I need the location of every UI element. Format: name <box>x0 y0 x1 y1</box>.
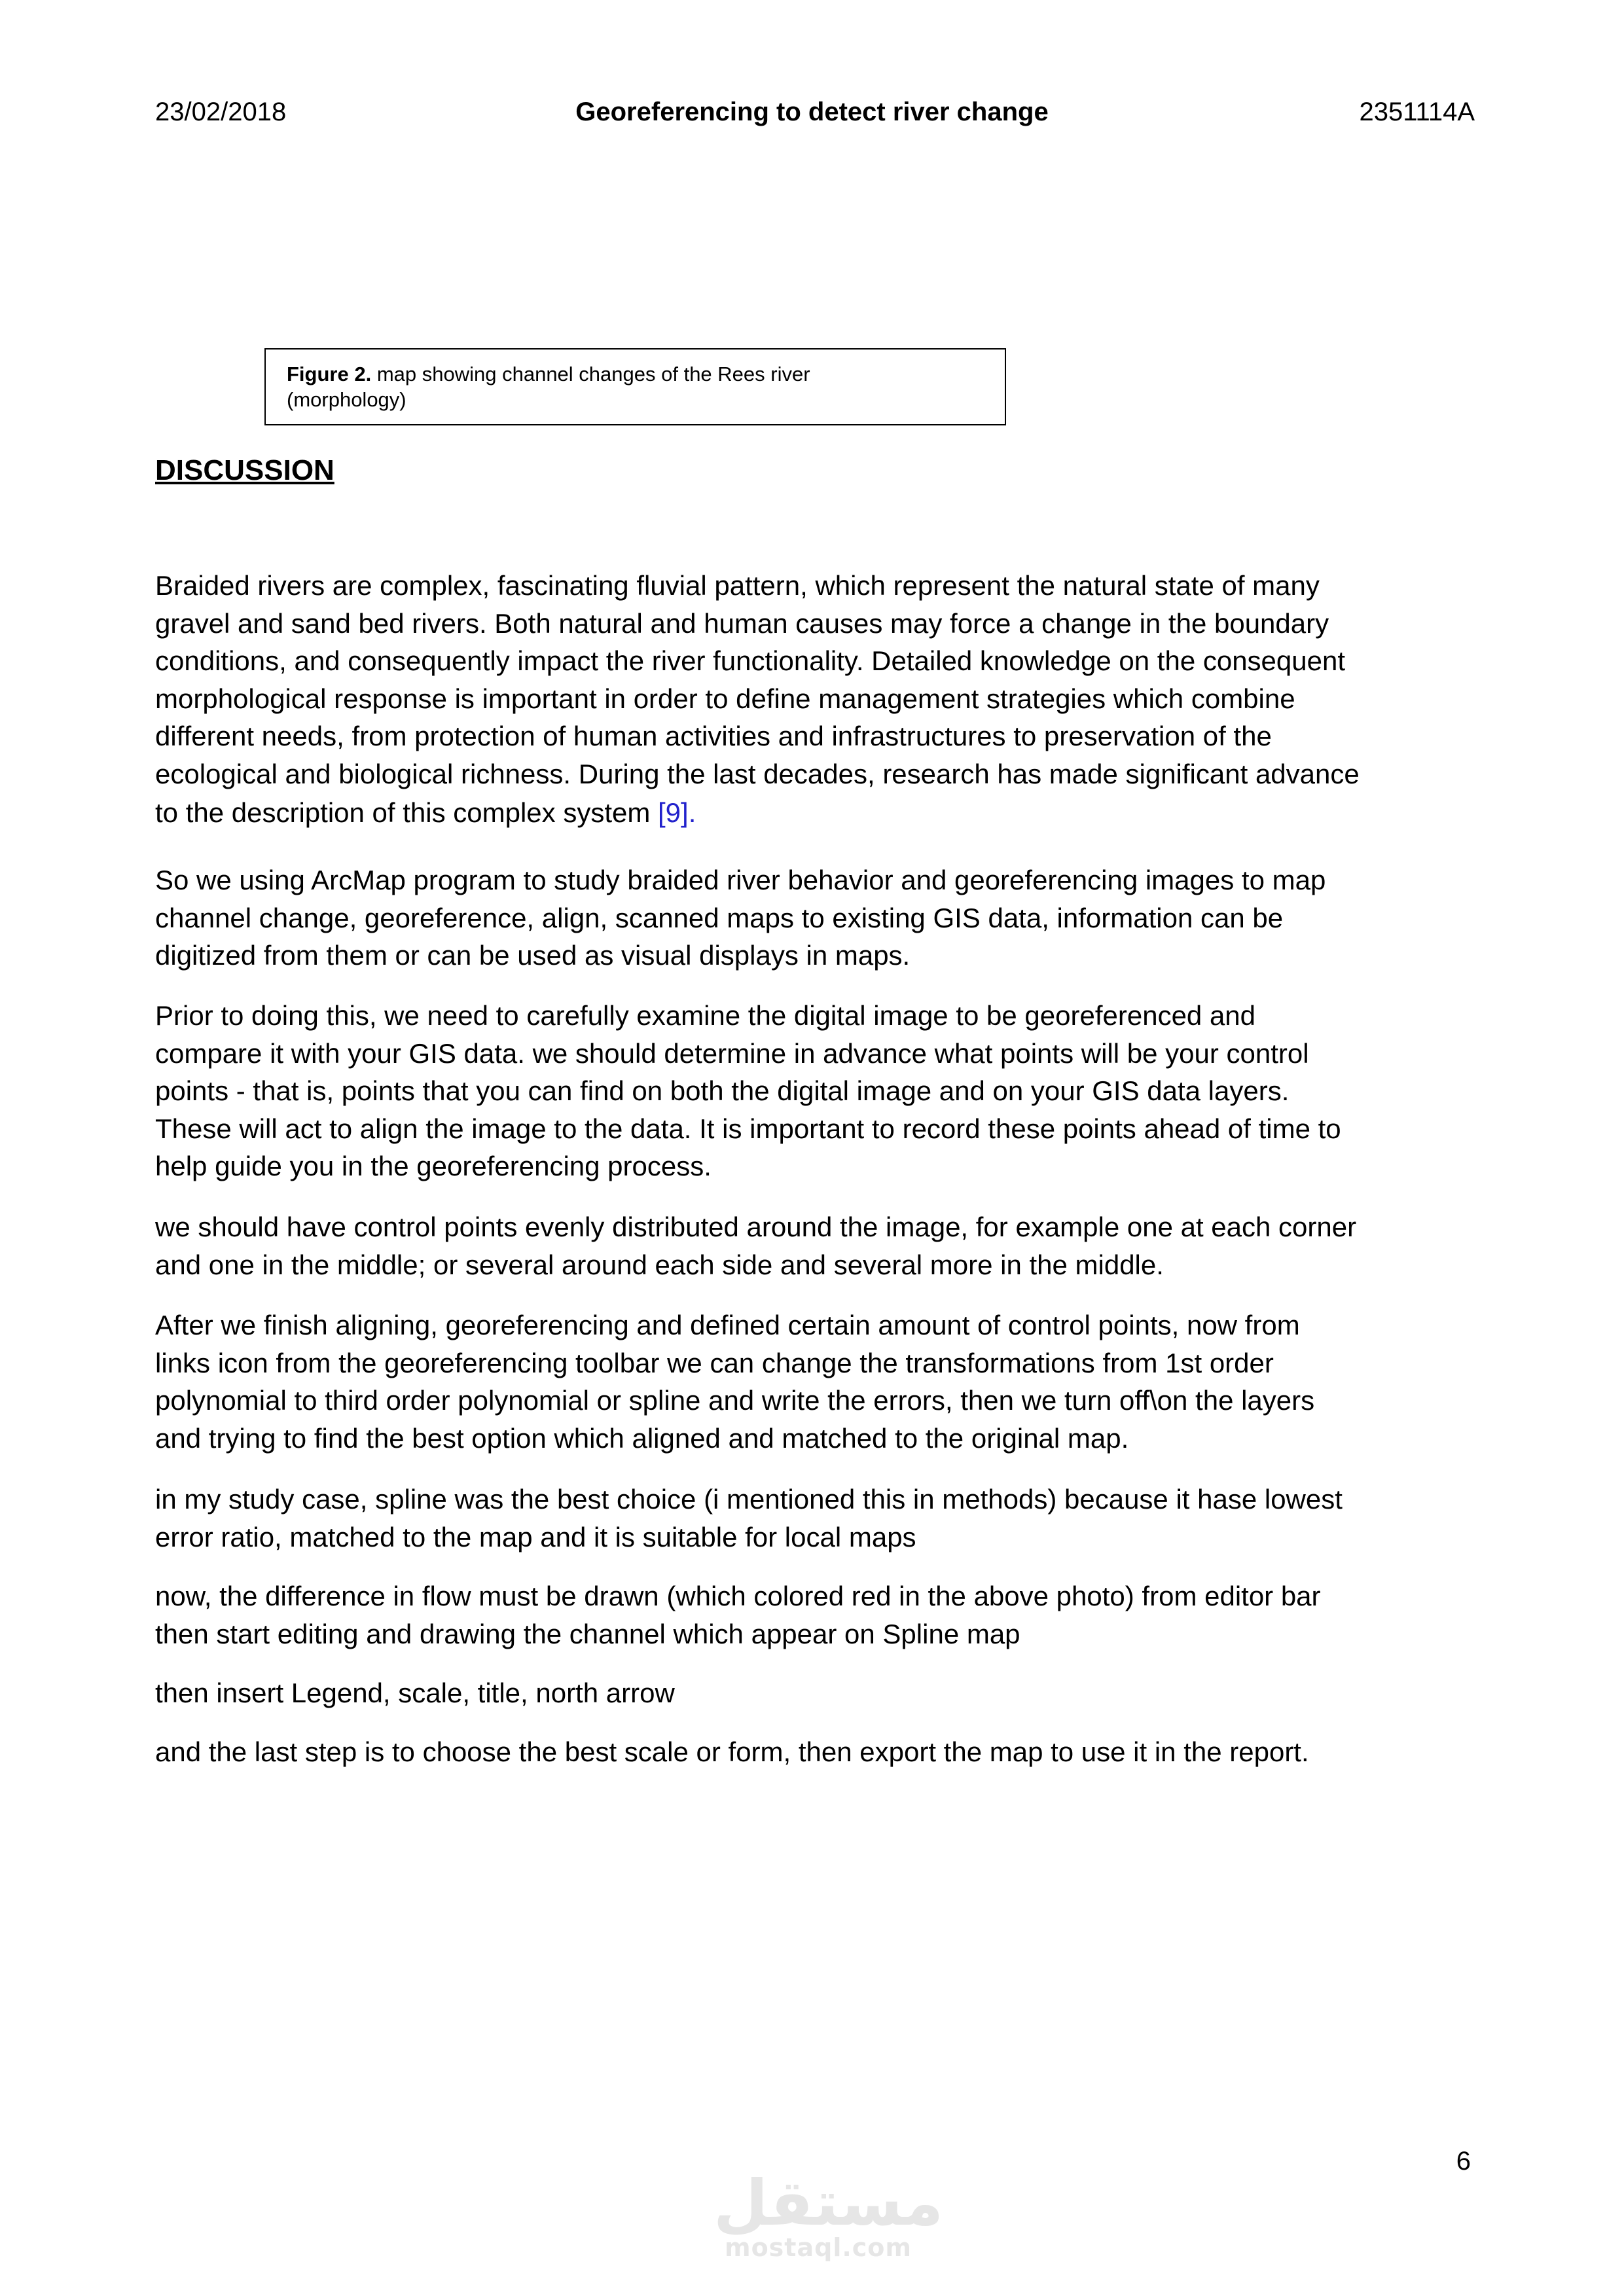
paragraph-line: in my study case, spline was the best choice (i mentioned this in methods) because it hase lowest <box>155 1484 1343 1515</box>
paragraph-line: channel change, georeference, align, scanned maps to existing GIS data, information can be <box>155 902 1284 933</box>
header-title: Georeferencing to detect river change <box>575 98 1049 126</box>
paragraph-7 <box>155 1577 1490 1653</box>
paragraph-line: we should have control points evenly distributed around the image, for example one at each corner <box>155 1211 1357 1242</box>
paragraph-1 <box>155 567 1490 832</box>
paragraph-2 <box>155 861 1490 975</box>
paragraph-line: help guide you in the georeferencing process. <box>155 1151 712 1181</box>
paragraph-line: and one in the middle; or several around each side and several more in the middle. <box>155 1249 1164 1280</box>
paragraph-line: and the last step is to choose the best scale or form, then export the map to use it in the report. <box>155 1736 1309 1767</box>
citation-link[interactable]: [9] <box>658 797 689 828</box>
paragraph-line: points - that is, points that you can find on both the digital image and on your GIS data layers. <box>155 1075 1290 1106</box>
paragraph-line: digitized from them or can be used as visual displays in maps. <box>155 940 911 971</box>
paragraph-line-with-citation <box>155 794 1490 832</box>
watermark-latin: mostaql.com <box>724 2233 912 2262</box>
paragraph-line: ecological and biological richness. During the last decades, research has made significant advance <box>155 758 1360 789</box>
paragraph-5 <box>155 1306 1490 1457</box>
paragraph-line: then start editing and drawing the channel which appear on Spline map <box>155 1618 1020 1649</box>
paragraph-8 <box>155 1674 1490 1712</box>
paragraph-line: So we using ArcMap program to study braided river behavior and georeferencing images to map <box>155 865 1326 895</box>
paragraph-line: gravel and sand bed rivers. Both natural and human causes may force a change in the boundary <box>155 607 1329 639</box>
header-student-id: 2351114A <box>1359 98 1475 126</box>
watermark-arabic: مستقل <box>713 2166 944 2240</box>
paragraph-4 <box>155 1208 1490 1283</box>
paragraph-line: Braided rivers are complex, fascinating fluvial pattern, which represent the natural state of many <box>155 570 1320 601</box>
paragraph-6 <box>155 1480 1490 1556</box>
figure-caption-box <box>264 348 1006 425</box>
paragraph-line: conditions, and consequently impact the river functionality. Detailed knowledge on the consequent <box>155 645 1346 676</box>
paragraph-3 <box>155 997 1490 1185</box>
paragraph-line: links icon from the georeferencing toolbar we can change the transformations from 1st order <box>155 1347 1274 1378</box>
figure-caption-line-1 <box>287 361 1005 387</box>
paragraph-line: different needs, from protection of human activities and infrastructures to preservation of the <box>155 721 1272 751</box>
page-number: 6 <box>1456 2147 1471 2176</box>
paragraph-line: morphological response is important in order to define management strategies which combine <box>155 683 1295 714</box>
paragraph-line: polynomial to third order polynomial or spline and write the errors, then we turn off\on the layers <box>155 1385 1315 1416</box>
paragraph-line: compare it with your GIS data. we should determine in advance what points will be your control <box>155 1037 1309 1069</box>
discussion-heading: DISCUSSION <box>155 454 334 486</box>
paragraph-line: now, the difference in flow must be drawn (which colored red in the above photo) from editor bar <box>155 1581 1321 1611</box>
figure-caption-line-2: (morphology) <box>287 388 406 411</box>
watermark-logo <box>713 2166 944 2263</box>
header-date: 23/02/2018 <box>155 98 287 126</box>
paragraph-line: and trying to find the best option which aligned and matched to the original map. <box>155 1422 1129 1454</box>
figure-caption-text: map showing channel changes of the Rees river <box>376 363 810 386</box>
paragraph-line-text: to the description of this complex system <box>155 797 658 828</box>
paragraph-line: Prior to doing this, we need to carefully examine the digital image to be georeferenced and <box>155 1000 1256 1031</box>
citation-suffix: . <box>688 797 696 828</box>
figure-caption-label: Figure 2. <box>287 363 372 386</box>
paragraph-line: These will act to align the image to the data. It is important to record these points ahead of time to <box>155 1113 1341 1144</box>
paragraph-9 <box>155 1733 1490 1771</box>
paragraph-line: After we finish aligning, georeferencing and defined certain amount of control points, now from <box>155 1310 1300 1340</box>
paragraph-line: then insert Legend, scale, title, north arrow <box>155 1677 675 1708</box>
paragraph-line: error ratio, matched to the map and it is suitable for local maps <box>155 1521 916 1552</box>
